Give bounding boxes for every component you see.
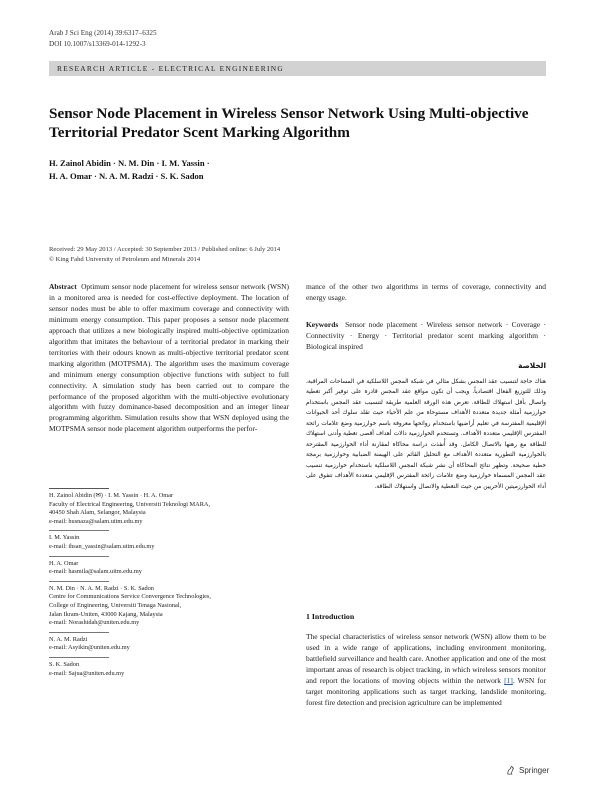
- affiliation-separator: [49, 581, 109, 582]
- arabic-abstract: هناك حاجة لتنسيب عقد المجس بشكل مثالي في شبكة المجس اللاسلكية في المساحات المراقبة، وذلك للتوزيع الفعال اقتصادياً. ويجب أن تكون مواقع عقد المجس قادرة على توفير أكبر تغطية واتصال بأقل استهلاك للطاقة. تعرض هذه الورقة العلمية طريقة لتنسيب عقد المجس باستخدام خوارزمية أمثلة جديدة متعددة الأهداف مستوحاة من علم الأحياء حيث تقلد سلوك أحد الحيوانات الإقليمية المفترسة في تعليم أراضيها باستخدام روائحها معروفة باسم خوارزمية وضع علامات رائحة المفترس الإقليمي متعددة الأهداف. وتستخدم الخوارزمية دالات أهداف أقصى تغطية وأدنى استهلاك للطاقة مع رهنها بالاتصال الكامل. وقد أُنفذت دراسة محاكاة لمقارنة أداء الخوارزمية المقترحة بالخوارزمية التطورية متعددة الأهداف مع التحليل القائم على الهيمنة الضبابية وخوارزمية برمجة خطية صحيحة. وتظهر نتائج المحاكاة أن نشر شبكة المجس اللاسلكية باستخدام خوارزمية تنسيب عقد المجس المسماة خوارزمية وضع علامات رائحة المفترس الإقليمي متعددة الأهداف تتفوق على أداء الخوارزميتين الأخريين من حيث التغطية والاتصال واستهلاك الطاقة.: [306, 379, 546, 490]
- affiliation-line: N. M. Din · N. A. M. Radzi · S. K. Sadon: [49, 584, 154, 592]
- abstract-label: Abstract: [49, 282, 77, 291]
- affiliation-block: [49, 492, 294, 526]
- article-category-band: RESEARCH ARTICLE - ELECTRICAL ENGINEERING: [49, 61, 546, 76]
- author-line[interactable]: H. Zainol Abidin · N. M. Din · I. M. Yassin ·: [49, 158, 210, 168]
- affiliation-email[interactable]: e-mail: husnaza@salam.uitm.edu.my: [49, 517, 143, 525]
- affiliation-email[interactable]: e-mail: hasmila@salam.uitm.edu.my: [49, 568, 142, 576]
- affiliation-line: 40450 Shah Alam, Selangor, Malaysia: [49, 509, 146, 517]
- affiliation-divider: [49, 488, 109, 489]
- affiliation-email[interactable]: e-mail: Sajua@uniten.edu.my: [49, 669, 125, 677]
- publisher-name: Springer: [519, 766, 550, 775]
- affiliation-line: Jalan Ikram-Uniten, 43000 Kajang, Malaysia: [49, 610, 163, 618]
- affiliations: [49, 492, 294, 682]
- affiliation-separator: [49, 530, 109, 531]
- affiliation-block: [49, 530, 294, 551]
- introduction-body: [306, 632, 546, 709]
- springer-horse-icon: [505, 765, 516, 776]
- citation-link[interactable]: [1]: [504, 675, 513, 685]
- keywords-label: Keywords: [306, 320, 339, 329]
- affiliation-line: N. A. M. Radzi: [49, 635, 88, 643]
- introduction-text: . WSN for target monitoring applications such as target tracking, landslide monitoring, forest fire detection and precision agriculture can be implemented: [306, 675, 547, 707]
- affiliation-separator: [49, 657, 109, 658]
- affiliation-line: H. Zainol Abidin (✉) · I. M. Yassin · H. A. Omar: [49, 492, 174, 499]
- publisher-logo: [505, 765, 549, 776]
- author-list: [49, 157, 210, 183]
- introduction-text: The special characteristics of wireless sensor network (WSN) allow them to be used in a wide range of applications, including environment monitoring, battlefield surveillance and health care. Another application and one of the most important areas of research is object tracking, in which wireless sensors monitor and report the locations of moving objects within the network: [306, 632, 546, 685]
- author-line[interactable]: H. A. Omar · N. A. M. Radzi · S. K. Sadon: [49, 171, 204, 181]
- section-heading-introduction: 1 Introduction: [306, 612, 355, 621]
- copyright-notice: © King Fahd University of Petroleum and Minerals 2014: [49, 256, 201, 263]
- abstract: [49, 282, 289, 435]
- affiliation-line: Centre for Communications Service Convergence Technologies,: [49, 593, 211, 601]
- affiliation-separator: [49, 556, 109, 557]
- affiliation-line: S. K. Sadon: [49, 660, 80, 668]
- paper-title: Sensor Node Placement in Wireless Sensor Network Using Multi-objective Territorial Predator Scent Marking Algorithm: [49, 105, 529, 141]
- abstract-continued: mance of the other two algorithms in terms of coverage, connectivity and energy usage.: [306, 282, 546, 302]
- doi[interactable]: DOI 10.1007/s13369-014-1292-3: [49, 40, 146, 48]
- affiliation-email[interactable]: e-mail: Norashidah@uniten.edu.my: [49, 619, 140, 627]
- abstract-text: Optimum sensor node placement for wireless sensor network (WSN) in a monitored area is needed for cost-effective deployment. The location of sensor nodes must be able to offer maximum coverage and connectivity with minimum energy consumption. This paper proposes a sensor node placement approach that utilizes a new biologically inspired multi-objective optimization algorithm that imitates the behaviour of a territorial predator in marking their territories with their odours known as multi-objective territorial predator scent marking algorithm (MOTPSMA). The algorithm uses the maximum coverage and minimum energy consumption objective functions with subject to full connectivity. A simulation study has been carried out to compare the performance of the proposed algorithm with the multi-objective evolutionary algorithm with fuzzy dominance-based decomposition and an integer linear programming algorithm. Simulation results show that WSN deployed using the MOTPSMA sensor node placement algorithm outperforms the perfor-: [49, 282, 289, 434]
- affiliation-separator: [49, 632, 109, 633]
- affiliation-line: College of Engineering, Universiti Tenaga Nasional,: [49, 601, 182, 609]
- keywords: [306, 320, 546, 353]
- affiliation-line: Faculty of Electrical Engineering, Universiti Teknologi MARA,: [49, 500, 211, 508]
- affiliation-block: [49, 632, 294, 653]
- affiliation-email[interactable]: e-mail: ihsan_yassin@salam.uitm.edu.my: [49, 542, 155, 550]
- received-dates: Received: 29 May 2013 / Accepted: 30 September 2013 / Published online: 6 July 2014: [49, 246, 281, 253]
- affiliation-email[interactable]: e-mail: Asyikin@uniten.edu.my: [49, 644, 130, 652]
- affiliation-block: [49, 581, 294, 628]
- affiliation-line: H. A. Omar: [49, 559, 79, 567]
- affiliation-block: [49, 657, 294, 678]
- arabic-abstract-heading: الخلاصة: [518, 361, 546, 370]
- journal-reference: Arab J Sci Eng (2014) 39:6317–6325: [49, 29, 157, 37]
- keywords-text: Sensor node placement · Wireless sensor network · Coverage · Connectivity · Energy · Territorial predator scent marking algorithm · Biological inspired: [306, 320, 547, 351]
- affiliation-line: I. M. Yassin: [49, 534, 80, 542]
- affiliation-block: [49, 556, 294, 577]
